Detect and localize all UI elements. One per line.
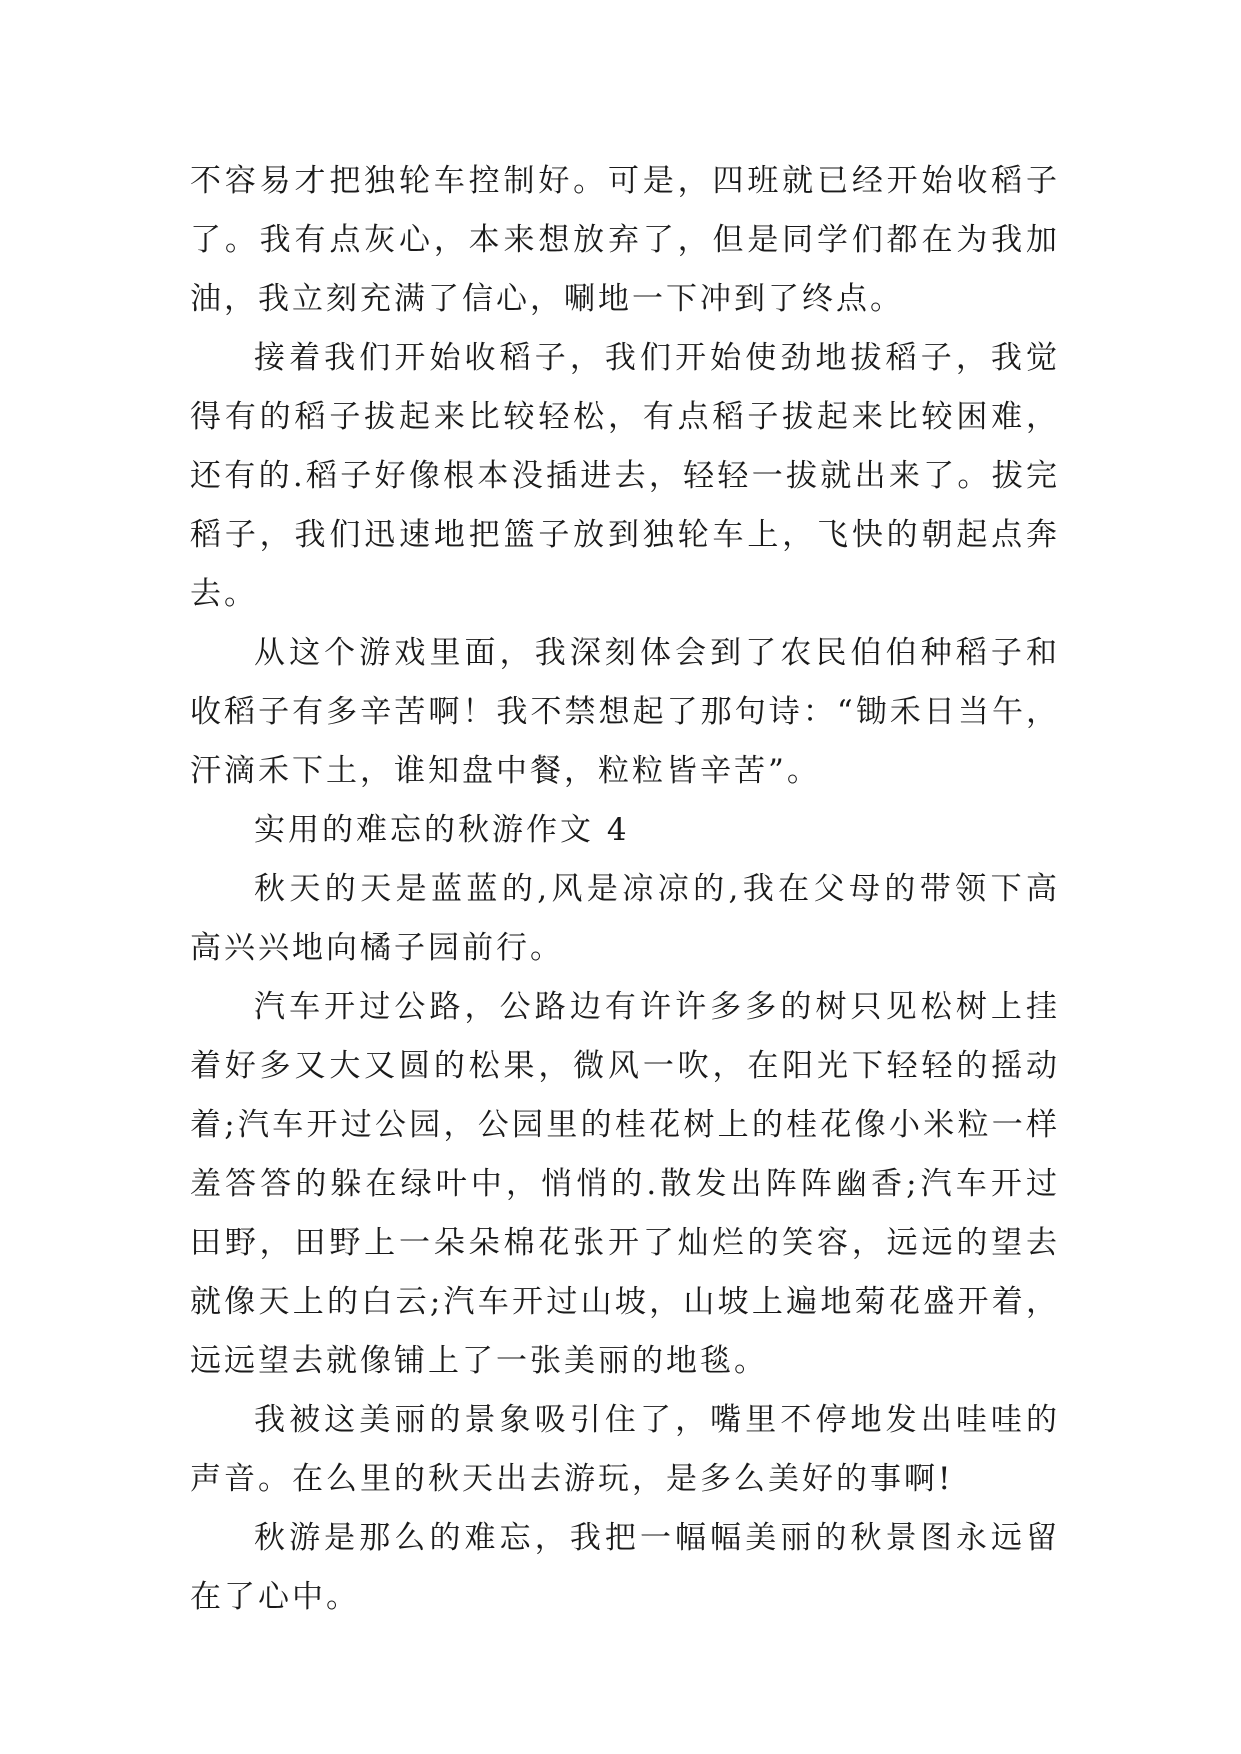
paragraph-autumn-sky: 秋天的天是蓝蓝的,风是凉凉的,我在父母的带领下高高兴兴地向橘子园前行。	[190, 871, 1060, 966]
section-title: 实用的难忘的秋游作文 4	[254, 812, 630, 848]
paragraph-reflection: 从这个游戏里面，我深刻体会到了农民伯伯种稻子和收稻子有多辛苦啊！我不禁想起了那句诗：“锄禾日当午，汗滴禾下土，谁知盘中餐，粒粒皆辛苦”。	[190, 635, 1060, 789]
paragraph-continuation: 不容易才把独轮车控制好。可是，四班就已经开始收稻子了。我有点灰心，本来想放弃了，但是同学们都在为我加油，我立刻充满了信心，唰地一下冲到了终点。	[190, 163, 1060, 317]
paragraph-attracted: 我被这美丽的景象吸引住了，嘴里不停地发出哇哇的声音。在么里的秋天出去游玩，是多么美好的事啊!	[190, 1402, 1060, 1497]
paragraph-car-journey: 汽车开过公路，公路边有许许多多的树只见松树上挂着好多又大又圆的松果，微风一吹，在阳光下轻轻的摇动着;汽车开过公园，公园里的桂花树上的桂花像小米粒一样羞答答的躲在绿叶中，悄悄的.散发出阵阵幽香;汽车开过田野，田野上一朵朵棉花张开了灿烂的笑容，远远的望去就像天上的白云;汽车开过山坡，山坡上遍地菊花盛开着，远远望去就像铺上了一张美丽的地毯。	[190, 989, 1060, 1379]
paragraph-memorable: 秋游是那么的难忘，我把一幅幅美丽的秋景图永远留在了心中。	[190, 1520, 1060, 1615]
document-body	[190, 152, 1060, 1627]
paragraph-harvest: 接着我们开始收稻子，我们开始使劲地拔稻子，我觉得有的稻子拔起来比较轻松，有点稻子拔起来比较困难，还有的.稻子好像根本没插进去，轻轻一拔就出来了。拔完稻子，我们迅速地把篮子放到独轮车上，飞快的朝起点奔去。	[190, 340, 1060, 612]
